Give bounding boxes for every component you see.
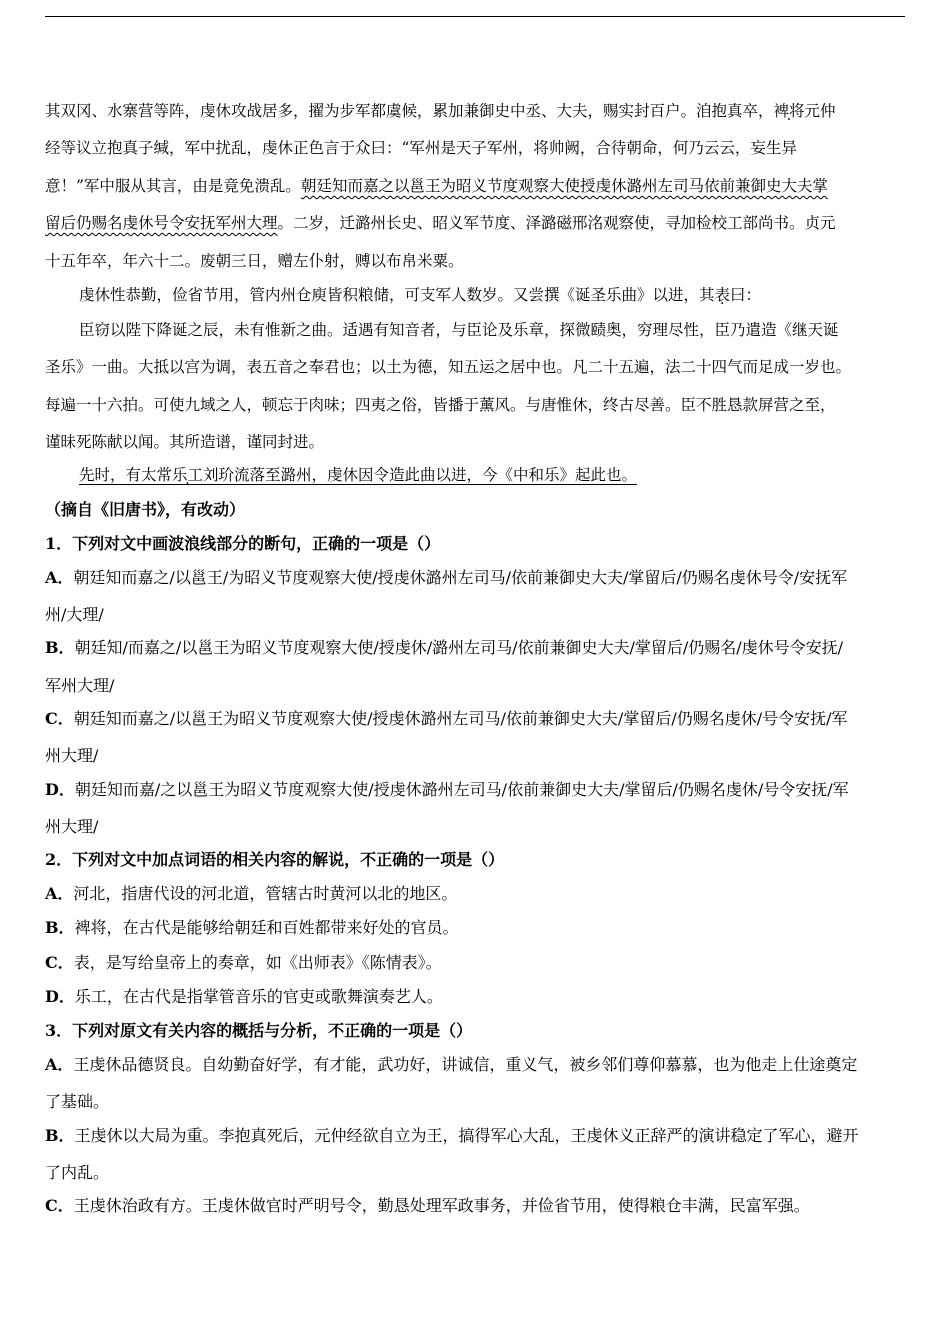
option-text: 朝廷知而嘉之/以邕王/为昭义节度观察大使/授虔休潞州左司马/依前兼御史大夫/掌留后/仍赐名虔休号令/安抚军	[73, 568, 848, 587]
q1-option-b-cont: 军州大理/	[45, 676, 115, 695]
passage-text: 虔休性恭勤，俭省节用，管内州仓庾皆积粮储，可支军人数岁。又尝撰《诞圣乐曲》以进，其	[79, 286, 715, 304]
option-label: B．	[45, 1126, 75, 1145]
q1-option-c-cont: 州大理/	[45, 746, 99, 765]
passage-line-10: 谨昧死陈献以闻。其所造谱，谨同封进。	[45, 433, 325, 451]
passage-text: 。二岁，迁潞州长史、昭义军节度、泽潞磁邢洺观察使，寻加检校工部尚书。贞元	[277, 214, 836, 232]
dotted-word-bijiang: 裨将	[773, 102, 805, 120]
option-label: D．	[45, 780, 75, 799]
passage-text: 曰：	[730, 286, 762, 304]
option-label: B．	[45, 638, 75, 657]
passage-line-5: 十五年卒，年六十二。废朝三日，赠左仆射，赙以布帛米粟。	[45, 252, 464, 270]
q2-option-d[interactable]	[45, 987, 443, 1007]
passage-line-6	[79, 285, 761, 305]
q3-option-a[interactable]	[45, 1055, 857, 1075]
passage-text: 意！”军中服从其言，由是竟免溃乱。	[45, 177, 301, 195]
q3-option-a-cont: 了基础。	[45, 1092, 110, 1111]
passage-text: 先时，有太常	[79, 466, 173, 484]
option-text: 朝廷知/而嘉之/以邕王为昭义节度观察大使/授虔休/潞州左司马/依前兼御史大夫/掌留后/仍赐名/虔休号令安抚/	[74, 638, 844, 657]
question-2-stem: 2．下列对文中加点词语的相关内容的解说，不正确的一项是（）	[45, 850, 505, 869]
option-label: B．	[45, 918, 75, 937]
passage-line-4	[45, 213, 836, 233]
option-text: 朝廷知而嘉之/以邕王为昭义节度观察大使/授虔休潞州左司马/依前兼御史大夫/掌留后/仍赐名虔休/号令安抚/军	[73, 709, 848, 728]
q1-option-a-cont: 州/大理/	[45, 605, 104, 624]
passage-line-3	[45, 176, 828, 196]
passage-line-11	[79, 465, 637, 485]
q2-option-b[interactable]	[45, 918, 459, 938]
option-label: A．	[45, 884, 74, 903]
option-text: 裨将，在古代是能够给朝廷和百姓都带来好处的官员。	[74, 918, 459, 937]
option-text: 朝廷知而嘉/之以邕王为昭义节度观察大使/授虔休潞州左司马/依前兼御史大夫/掌留后/仍赐名虔休/号令安抚/军	[74, 780, 849, 799]
q2-option-a[interactable]	[45, 884, 457, 904]
question-3-stem: 3．下列对原文有关内容的概括与分析，不正确的一项是（）	[45, 1021, 473, 1040]
passage-line-9: 每遍一十六拍。可使九域之人，顿忘于肉味；四夷之俗，皆播于薰风。与唐惟休，终古尽善。臣不胜恳款屏营之至，	[45, 396, 836, 414]
option-text: 表，是写给皇帝上的奏章，如《出师表》《陈情表》。	[73, 953, 442, 972]
q1-option-a[interactable]	[45, 568, 847, 588]
passage-line-1	[45, 101, 836, 121]
q1-option-b[interactable]	[45, 638, 843, 658]
option-label: C．	[45, 953, 74, 972]
q3-option-c[interactable]	[45, 1196, 810, 1216]
q2-option-c[interactable]	[45, 953, 442, 973]
passage-line-2: 经等议立抱真子缄，军中扰乱，虔休正色言于众曰：“军州是天子军州，将帅阙，合待朝命，何乃云云，妄生异	[45, 139, 797, 157]
q1-option-d-cont: 州大理/	[45, 817, 99, 836]
source-note: （摘自《旧唐书》，有改动）	[45, 500, 246, 519]
option-text: 乐工，在古代是指掌管音乐的官吏或歌舞演奏艺人。	[74, 987, 443, 1006]
q3-option-b[interactable]	[45, 1126, 859, 1146]
question-1-stem: 1．下列对文中画波浪线部分的断句，正确的一项是（）	[45, 534, 441, 553]
q1-option-d[interactable]	[45, 780, 849, 800]
dotted-word-yuegong: 乐工	[172, 466, 204, 484]
passage-line-7: 臣窃以陛下降诞之辰，未有惟新之曲。适遇有知音者，与臣论及乐章，探微赜奥，穷理尽性，臣乃遣造《继天诞	[79, 321, 839, 339]
option-label: C．	[45, 709, 74, 728]
option-label: A．	[45, 568, 74, 587]
passage-line-8: 圣乐》一曲。大抵以宫为调，表五音之奉君也；以土为德，知五运之居中也。凡二十五遍，法二十四气而足成一岁也。	[45, 358, 852, 376]
header-rule	[45, 16, 905, 17]
option-label: D．	[45, 987, 75, 1006]
dotted-word-biao: 表	[714, 286, 731, 304]
passage-text: 刘玠流落至潞州，虔休因令造此曲以进，今《中和乐》起此也。	[203, 466, 638, 484]
option-label: C．	[45, 1196, 74, 1215]
passage-text: 其双冈、水寨营等阵，虔休攻战居多，擢为步军都虞候，累加兼御史中丞、大夫，赐实封百户。洎抱真卒，	[45, 102, 774, 120]
wavy-underlined-text: 留后仍赐名虔休号令安抚军州大理	[45, 214, 278, 232]
option-text: 河北，指唐代设的河北道，管辖古时黄河以北的地区。	[73, 884, 458, 903]
passage-text: 元仲	[804, 102, 836, 120]
option-text: 王虔休以大局为重。李抱真死后，元仲经欲自立为王，搞得军心大乱，王虔休义正辞严的演讲稳定了军心，避开	[74, 1126, 859, 1145]
q1-option-c[interactable]	[45, 709, 848, 729]
q3-option-b-cont: 了内乱。	[45, 1163, 110, 1182]
option-text: 王虔休治政有方。王虔休做官时严明号令，勤恳处理军政事务，并俭省节用，使得粮仓丰满，民富军强。	[73, 1196, 810, 1215]
option-label: A．	[45, 1055, 74, 1074]
wavy-underlined-text: 朝廷知而嘉之以邕王为昭义节度观察大使授虔休潞州左司马依前兼御史大夫掌	[300, 177, 828, 195]
option-text: 王虔休品德贤良。自幼勤奋好学，有才能，武功好，讲诚信，重义气，被乡邻们尊仰慕慕，也为他走上仕途奠定	[73, 1055, 858, 1074]
